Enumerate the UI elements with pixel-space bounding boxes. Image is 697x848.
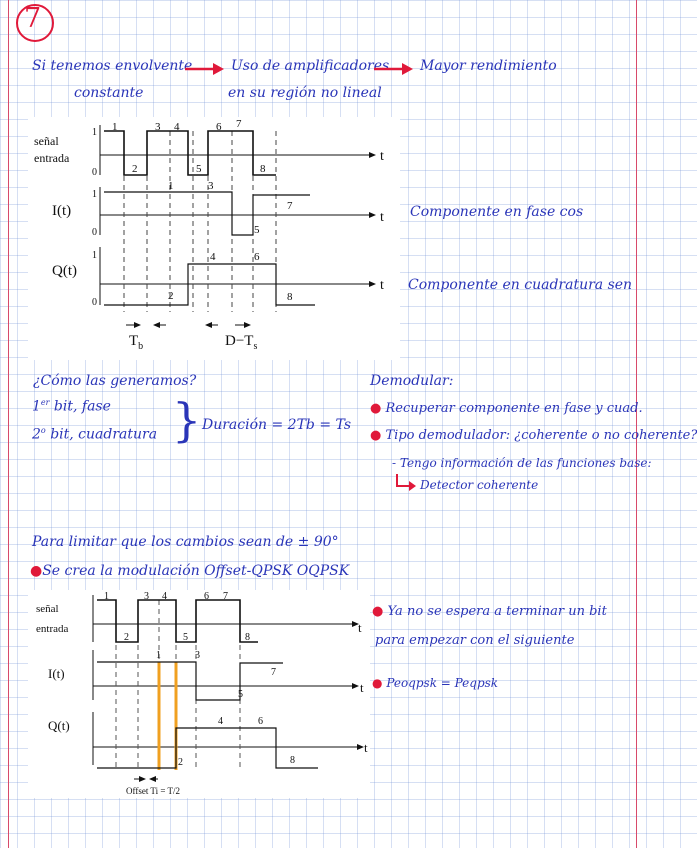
fig1-zero-2: 0: [92, 227, 97, 238]
figure-oqpsk-signals: [28, 590, 370, 798]
fig1-bit-7: 7: [236, 118, 242, 130]
fig2-label-entrada: entrada: [36, 623, 69, 635]
fig2-Q-bit-2: 2: [178, 757, 183, 768]
fig2-label-senal: señal: [36, 603, 59, 615]
fig2-Q-bit-4: 4: [218, 716, 223, 727]
question-how-generate: ¿Cómo las generamos?: [33, 373, 197, 389]
fig2-bit-4: 4: [162, 591, 167, 602]
duration-formula: Duración = 2Tb = Ts: [202, 417, 352, 433]
fig1-label-I: I(t): [52, 203, 72, 219]
fig1-zero-1: 0: [92, 167, 97, 178]
fig1-I-bit-7: 7: [287, 200, 293, 212]
fig1-I-bit-1: 1: [168, 180, 174, 192]
demod-bullet-1: ● Recuperar componente en fase y cuad.: [370, 401, 643, 416]
fig1-I-bit-5: 5: [254, 224, 260, 236]
fig1-bit-1: 1: [112, 121, 118, 133]
fig1-bit-6: 6: [216, 121, 222, 133]
fig2-axis-t-3: t: [364, 740, 368, 755]
fig1-bit-8: 8: [260, 163, 266, 175]
fig1-label-entrada: entrada: [34, 151, 70, 165]
fig1-bit-4: 4: [174, 121, 180, 133]
fig1-I-bit-3: 3: [208, 180, 214, 192]
fig1-Q-bit-8: 8: [287, 291, 293, 303]
fig2-bit-6: 6: [204, 591, 209, 602]
fig1-Q-bit-2: 2: [168, 290, 174, 302]
note-I-phase: Componente en fase cos: [410, 204, 584, 220]
fig2-offset-label: Offset Ti = T/2: [126, 786, 181, 796]
fig2-label-Q: Q(t): [48, 718, 70, 733]
fig2-bit-2: 2: [124, 632, 129, 643]
fig1-axis-t-3: t: [380, 278, 384, 293]
fig2-axis-t-1: t: [358, 620, 362, 635]
fig1-label-senal: señal: [34, 134, 59, 148]
oqpsk-note-1a: ● Ya no se espera a terminar un bit: [372, 604, 607, 619]
fig2-Q-bit-6: 6: [258, 716, 263, 727]
bit1-phase: 1er bit, fase: [32, 398, 111, 415]
fig1-one-2: 1: [92, 189, 97, 200]
fig1-bit-2: 2: [132, 163, 138, 175]
oqpsk-note-1b: para empezar con el siguiente: [375, 633, 575, 648]
left-margin-line: [8, 0, 9, 848]
demod-sub-2: Detector coherente: [420, 478, 539, 492]
offset-intro-line: Para limitar que los cambios sean de ± 90°: [32, 534, 339, 550]
fig1-Q-bit-4: 4: [210, 251, 216, 263]
red-corner-arrow: [394, 474, 418, 494]
fig1-I-waveform: [104, 192, 310, 235]
fig1-axis-t-2: t: [380, 210, 384, 225]
oqpsk-note-2: ● Peoqpsk = Peqpsk: [372, 676, 499, 690]
bit2-quadrature: 2$^o$ bit, cuadratura: [32, 426, 158, 443]
fig1-zero-3: 0: [92, 297, 97, 308]
page-number: 7: [24, 3, 42, 34]
line1-middle-top: Uso de amplificadores: [231, 58, 390, 74]
fig1-Tb-label: $T_b$: [129, 333, 144, 352]
brace: }: [172, 393, 202, 447]
demod-bullet-2: ● Tipo demodulador: ¿coherente o no coherente?: [370, 428, 697, 443]
red-arrow-1: [183, 62, 225, 76]
fig1-Q-bit-6: 6: [254, 251, 260, 263]
fig2-I-bit-1: 1: [156, 650, 161, 661]
fig2-bit-8: 8: [245, 632, 250, 643]
offset-bullet: ●Se crea la modulación Offset-QPSK OQPSK: [30, 563, 350, 579]
fig2-I-waveform: [97, 662, 283, 700]
fig2-bit-7: 7: [223, 591, 228, 602]
fig2-I-bit-5: 5: [238, 689, 243, 700]
fig1-one-3: 1: [92, 250, 97, 261]
fig2-Q-waveform: [97, 728, 318, 768]
line1-right: Mayor rendimiento: [420, 58, 557, 74]
fig1-axis-t-1: t: [380, 149, 384, 164]
fig1-bit-5: 5: [196, 163, 202, 175]
fig1-bit-3: 3: [155, 121, 161, 133]
line1-left-bottom: constante: [74, 85, 144, 101]
fig1-one-1: 1: [92, 127, 97, 138]
note-Q-quadrature: Componente en cuadratura sen: [408, 277, 633, 293]
fig2-axis-t-2: t: [360, 680, 364, 695]
fig2-I-bit-3: 3: [195, 650, 200, 661]
fig2-bit-5: 5: [183, 632, 188, 643]
fig1-DTs-label: $D-T_s$: [225, 333, 258, 352]
fig2-label-I: I(t): [48, 666, 65, 681]
demod-sub-1: - Tengo información de las funciones base:: [392, 456, 652, 470]
fig2-input-waveform: [97, 600, 258, 642]
line1-middle-bottom: en su región no lineal: [228, 85, 382, 101]
fig2-bit-1: 1: [104, 591, 109, 602]
fig2-I-bit-7: 7: [271, 667, 276, 678]
figure-qpsk-signals: [28, 117, 400, 360]
fig1-input-waveform: [104, 131, 276, 175]
fig2-bit-3: 3: [144, 591, 149, 602]
fig2-Q-bit-8: 8: [290, 755, 295, 766]
right-margin-line: [636, 0, 637, 848]
fig1-label-Q: Q(t): [52, 263, 77, 279]
line1-left-top: Si tenemos envolvente: [32, 58, 193, 74]
red-arrow-2: [372, 62, 414, 76]
demodular-title: Demodular:: [370, 373, 454, 389]
